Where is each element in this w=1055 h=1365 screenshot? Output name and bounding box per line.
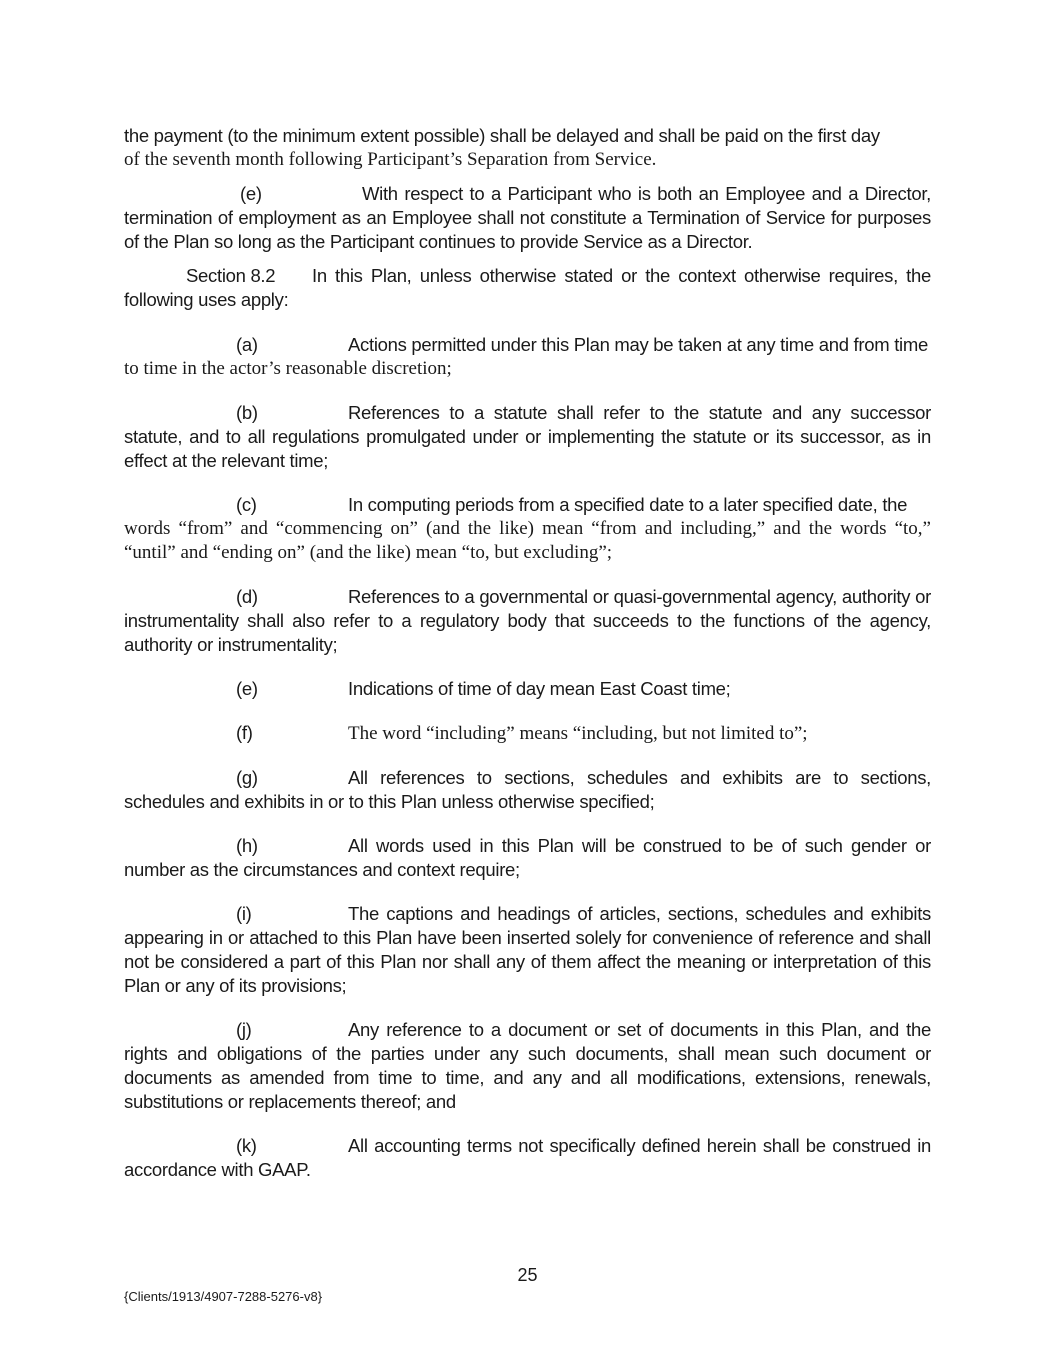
item-e	[124, 677, 931, 701]
section-text: In this Plan, unless otherwise stated or the context otherwise requires, the following uses apply:	[124, 265, 931, 310]
item-g	[124, 766, 931, 814]
item-text: References to a governmental or quasi-governmental agency, authority or instrumentality shall also refer to a regulatory body that succeeds to the functions of the agency, authority or instrumentality;	[124, 586, 931, 655]
item-k	[124, 1134, 931, 1182]
footer-document-id: {Clients/1913/4907-7288-5276-v8}	[124, 1289, 323, 1304]
item-text: In computing periods from a specified date to a later specified date, the	[348, 494, 908, 515]
continuation-line-1: the payment (to the minimum extent possible) shall be delayed and shall be paid on the first day	[124, 125, 880, 146]
item-label: (k)	[236, 1135, 257, 1156]
page-number: 25	[517, 1265, 538, 1285]
item-label: (b)	[236, 402, 258, 423]
item-label: (j)	[236, 1019, 252, 1040]
item-label: (g)	[236, 767, 258, 788]
item-text: Actions permitted under this Plan may be taken at any time and from time	[348, 334, 928, 355]
item-h	[124, 834, 931, 882]
section-8-2	[124, 264, 931, 312]
item-text: All words used in this Plan will be construed to be of such gender or number as the circumstances and context require;	[124, 835, 931, 880]
item-i	[124, 902, 931, 998]
item-label: (i)	[236, 903, 252, 924]
item-text: All accounting terms not specifically defined herein shall be construed in accordance with GAAP.	[124, 1135, 931, 1180]
item-a	[124, 333, 931, 381]
continuation-line-2: of the seventh month following Participant’s Separation from Service.	[124, 149, 657, 170]
item-text: Any reference to a document or set of documents in this Plan, and the rights and obligations of the parties under any such documents, shall mean such document or documents as amended from time to time, and any and all modifications, extensions, renewals, substitutions or replacements thereof; and	[124, 1019, 931, 1112]
item-d	[124, 585, 931, 657]
paragraph-e-top	[124, 182, 931, 254]
paragraph-label: (e)	[240, 183, 262, 204]
item-f	[124, 721, 931, 746]
item-text: All references to sections, schedules and exhibits are to sections, schedules and exhibits in or to this Plan unless otherwise specified;	[124, 767, 931, 812]
paragraph-text: With respect to a Participant who is both an Employee and a Director, termination of employment as an Employee shall not constitute a Termination of Service for purposes of the Plan so long as the Participant continues to provide Service as a Director.	[124, 183, 931, 252]
item-text-continued: to time in the actor’s reasonable discretion;	[124, 358, 452, 379]
item-label: (c)	[236, 494, 257, 515]
item-text: The captions and headings of articles, sections, schedules and exhibits appearing in or attached to this Plan have been inserted solely for convenience of reference and shall not be considered a part of this Plan nor shall any of them affect the meaning or interpretation of this Plan or any of its provisions;	[124, 903, 931, 996]
item-label: (a)	[236, 334, 258, 355]
item-text-continued: words “from” and “commencing on” (and the like) mean “from and including,” and the words “to,” “until” and “ending on” (and the like) mean “to, but excluding”;	[124, 518, 931, 563]
continuation-paragraph	[124, 124, 931, 172]
item-j	[124, 1018, 931, 1114]
item-label: (d)	[236, 586, 258, 607]
item-c	[124, 493, 931, 565]
item-label: (h)	[236, 835, 258, 856]
item-text: References to a statute shall refer to the statute and any successor statute, and to all regulations promulgated under or implementing the statute or its successor, as in effect at the relevant time;	[124, 402, 931, 471]
section-label: Section 8.2	[186, 265, 276, 286]
item-text: Indications of time of day mean East Coast time;	[348, 678, 731, 699]
item-b	[124, 401, 931, 473]
item-label: (f)	[236, 722, 253, 743]
item-text: The word “including” means “including, but not limited to”;	[348, 723, 808, 744]
item-label: (e)	[236, 678, 258, 699]
